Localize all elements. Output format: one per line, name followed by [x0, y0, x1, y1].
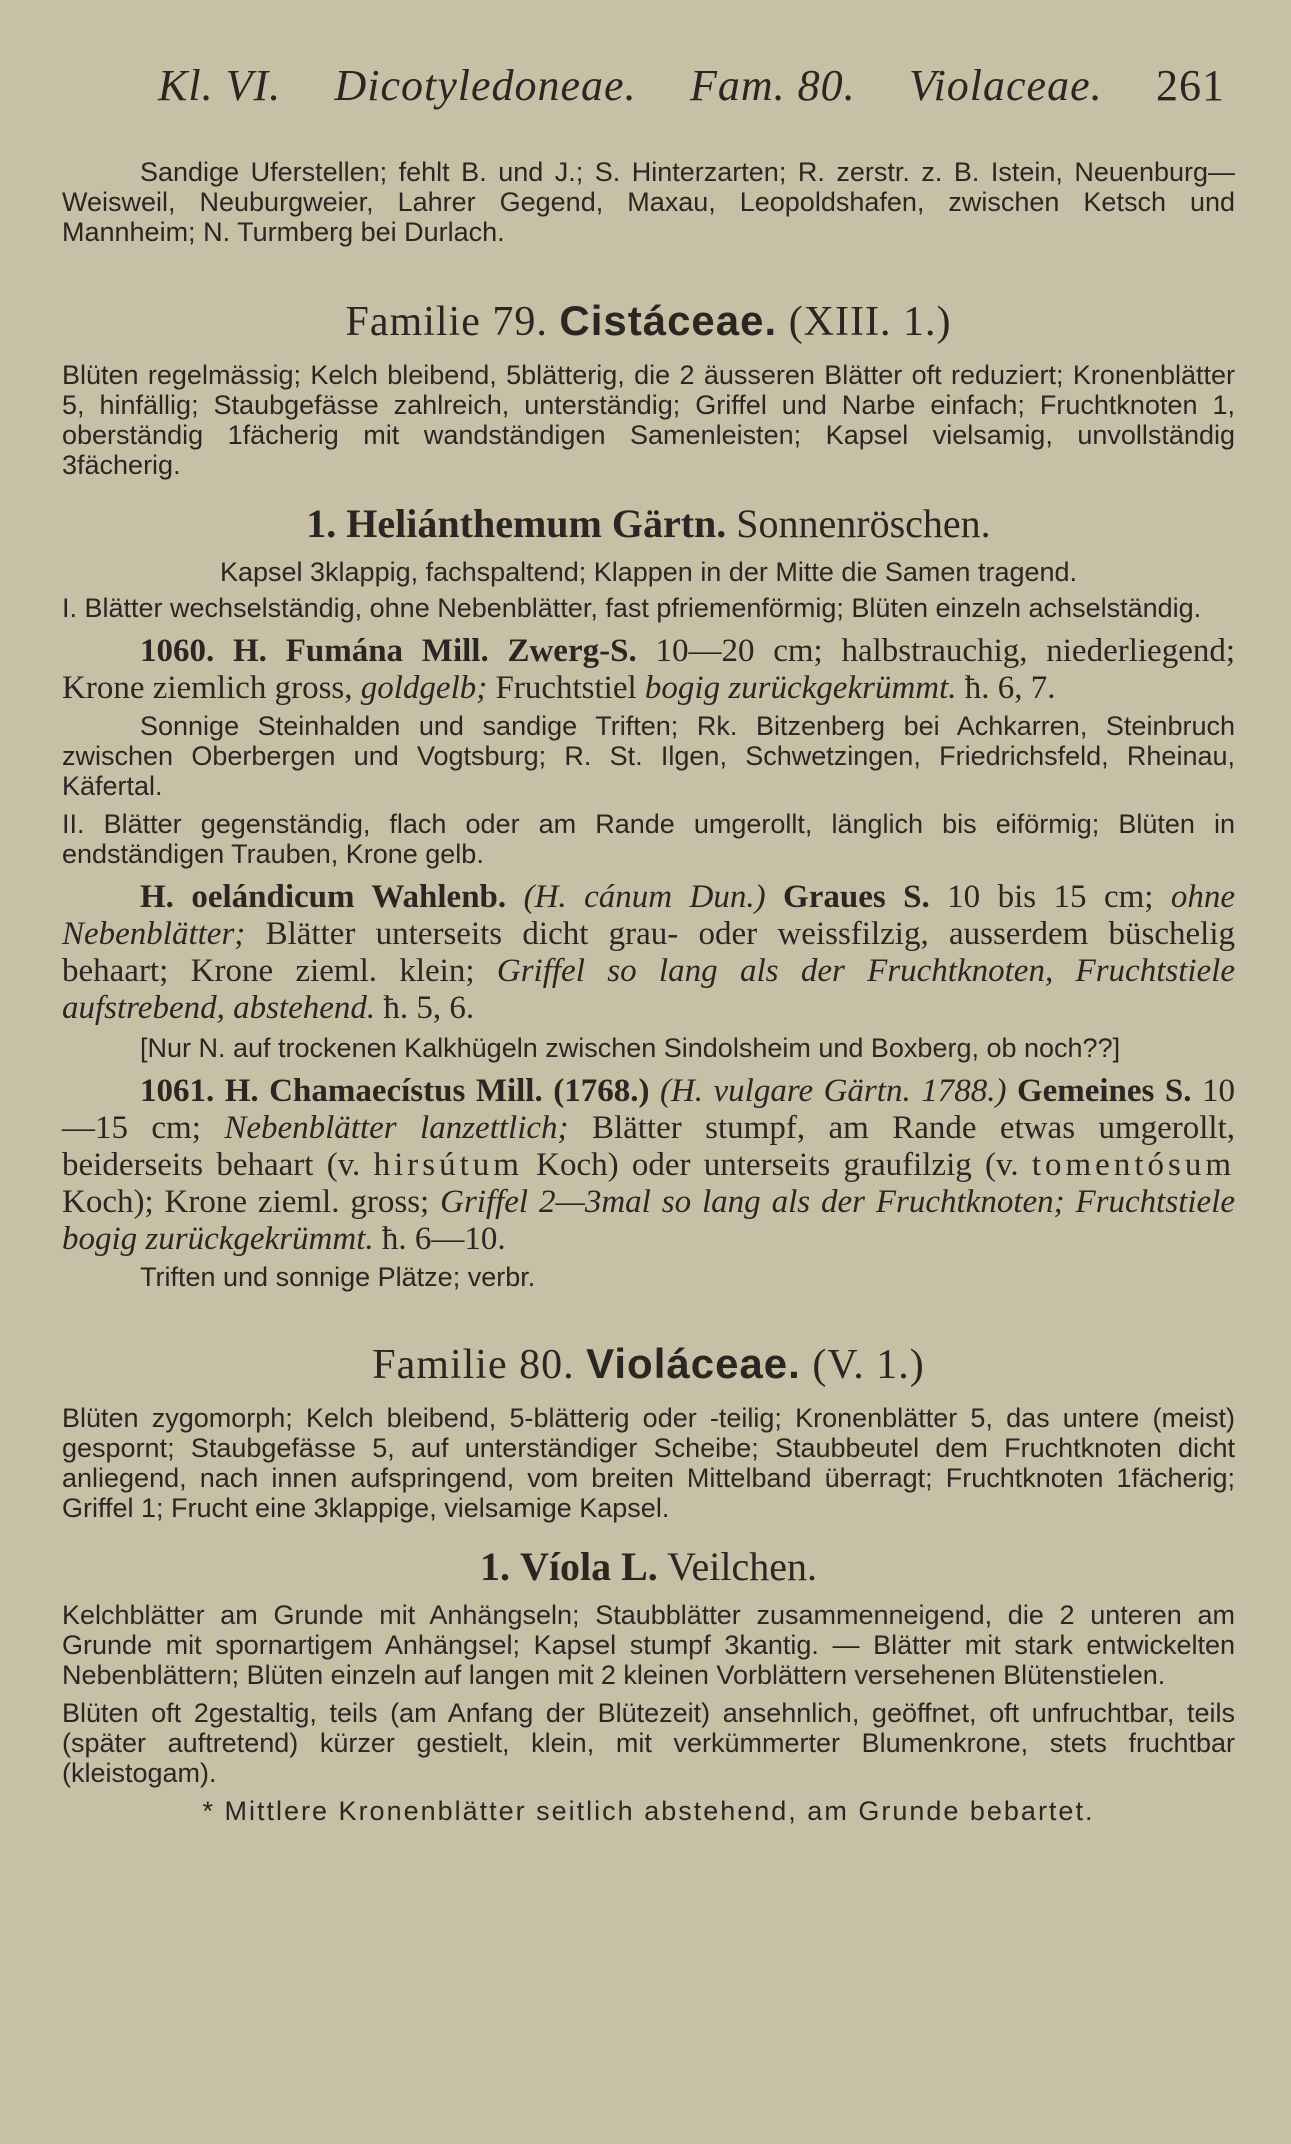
genus-viola-number: 1. — [479, 1544, 510, 1589]
species-1060-locations: Sonnige Steinhalden und sandige Triften; Rk. Bitzenberg bei Achkarren, Steinbruch zwischen Oberbergen und Vogtsburg; R. St. Ilgen, Schwetzingen, Friedrichsfeld, Rheinau, Käfertal. — [62, 711, 1235, 801]
family-79-name: Cistáceae. — [559, 297, 778, 344]
species-1061-head: 1061. H. Chamaecístus Mill. (1768.) — [140, 1073, 650, 1109]
genus-viola-description-1: Kelchblätter am Grunde mit Anhängseln; Staubblätter zusammenneigend, die 2 unteren am Grunde mit spornartigem Anhängsel; Kapsel stumpf 3kantig. — Blätter mit stark entwickelten Nebenblättern; Blüten einzeln auf langen mit 2 kleinen Vorblättern versehenen Blütenstielen. — [62, 1600, 1235, 1690]
key-section-1: I. Blätter wechselständig, ohne Nebenblätter, fast pfriemenförmig; Blüten einzeln achselständig. — [62, 593, 1202, 623]
header-family-name: Violaceae. — [908, 61, 1103, 110]
header-family: Fam. 80. — [689, 61, 856, 110]
key-section-2: II. Blätter gegenständig, flach oder am Rande umgerollt, länglich bis eiförmig; Blüten in endständigen Trauben, Krone gelb. — [62, 809, 1235, 869]
family-79-description: Blüten regelmässig; Kelch bleibend, 5blätterig, die 2 äusseren Blätter oft reduziert; Kronenblätter 5, hinfällig; Staubgefässe zahlreich, unterständig; Griffel und Narbe einfach; Fruchtknoten 1, oberständig 1fächerig mit wandständigen Samenleisten; Kapsel vielsamig, unvollständig 3fächerig. — [62, 360, 1235, 480]
species-1060: 1060. H. Fumána Mill. Zwerg-S. 10—20 cm; halbstrauchig, niederliegend; Krone ziemlich gross, goldgelb; Fruchtstiel bogig zurückgekrümmt. ħ. 6, 7. — [62, 633, 1236, 706]
family-80-name: Violáceae. — [586, 1340, 801, 1387]
genus-viola-heading — [62, 1543, 1235, 1590]
genus-name: Heliánthemum Gärtn. — [346, 501, 727, 546]
genus-viola-key: * Mittlere Kronenblätter seitlich abstehend, am Grunde bebartet. — [202, 1796, 1095, 1826]
family-80-suffix: (V. 1.) — [812, 1342, 925, 1388]
genus-number: 1. — [306, 501, 337, 546]
species-oelandicum: H. oelándicum Wahlenb. (H. cánum Dun.) Graues S. 10 bis 15 cm; ohne Nebenblätter; Blätter unterseits dicht grau- oder weissfilzig, ausserdem büschelig behaart; Krone zieml. klein; Griffel so lang als der Fruchtknoten, Fruchtstiele aufstrebend, abstehend. ħ. 5, 6. — [62, 879, 1236, 1026]
intro-paragraph: Sandige Uferstellen; fehlt B. und J.; S. Hinterzarten; R. zerstr. z. B. Istein, Neuenburg—Weisweil, Neuburgweier, Lahrer Gegend, Maxau, Leopoldshafen, zwischen Ketsch und Mannheim; N. Turmberg bei Durlach. — [62, 157, 1235, 247]
species-oelandicum-locations: [Nur N. auf trockenen Kalkhügeln zwischen Sindolsheim und Boxberg, ob noch??] — [140, 1033, 1121, 1063]
genus-common-name: Sonnenröschen. — [736, 501, 991, 546]
family-80-prefix: Familie 80. — [372, 1342, 575, 1388]
header-subclass: Dicotyledoneae. — [334, 61, 637, 110]
family-79-suffix: (XIII. 1.) — [788, 299, 952, 345]
family-80-description: Blüten zygomorph; Kelch bleibend, 5-blätterig oder -teilig; Kronenblätter 5, das untere (meist) gespornt; Staubgefässe 5, auf unterständiger Scheibe; Staubbeutel dem Fruchtknoten dicht anliegend, nach innen aufspringend, vom breiten Mittelband überragt; Fruchtknoten 1fächerig; Griffel 1; Frucht eine 3klappige, vielsamige Kapsel. — [62, 1403, 1235, 1523]
header-class: Kl. VI. — [158, 61, 282, 110]
species-1061-locations: Triften und sonnige Plätze; verbr. — [140, 1262, 536, 1292]
genus-helianthemum-heading — [62, 500, 1235, 547]
genus-viola-common-name: Veilchen. — [667, 1544, 818, 1589]
genus-description: Kapsel 3klappig, fachspaltend; Klappen in der Mitte die Samen tragend. — [219, 557, 1078, 587]
species-oelandicum-head: H. oelándicum Wahlenb. — [140, 879, 507, 915]
page-number: 261 — [1155, 61, 1225, 110]
family-79-prefix: Familie 79. — [345, 299, 548, 345]
genus-viola-name: Víola L. — [519, 1544, 658, 1589]
running-header — [62, 60, 1235, 111]
genus-viola-description-2: Blüten oft 2gestaltig, teils (am Anfang der Blütezeit) ansehnlich, geöffnet, oft unfruchtbar, teils (später auftretend) kürzer gestielt, klein, mit verkümmerter Blumenkrone, stets fruchtbar (kleistogam). — [62, 1698, 1235, 1788]
family-80-heading — [62, 1340, 1235, 1389]
family-79-heading — [62, 297, 1235, 346]
species-1060-head: 1060. H. Fumána Mill. Zwerg-S. — [140, 633, 637, 669]
species-1061: 1061. H. Chamaecístus Mill. (1768.) (H. vulgare Gärtn. 1788.) Gemeines S. 10—15 cm; Nebenblätter lanzettlich; Blätter stumpf, am Rande etwas umgerollt, beiderseits behaart (v. hirsútum Koch) oder unterseits graufilzig (v. tomentósum Koch); Krone zieml. gross; Griffel 2—3mal so lang als der Fruchtknoten; Fruchtstiele bogig zurückgekrümmt. ħ. 6—10. — [62, 1073, 1236, 1257]
